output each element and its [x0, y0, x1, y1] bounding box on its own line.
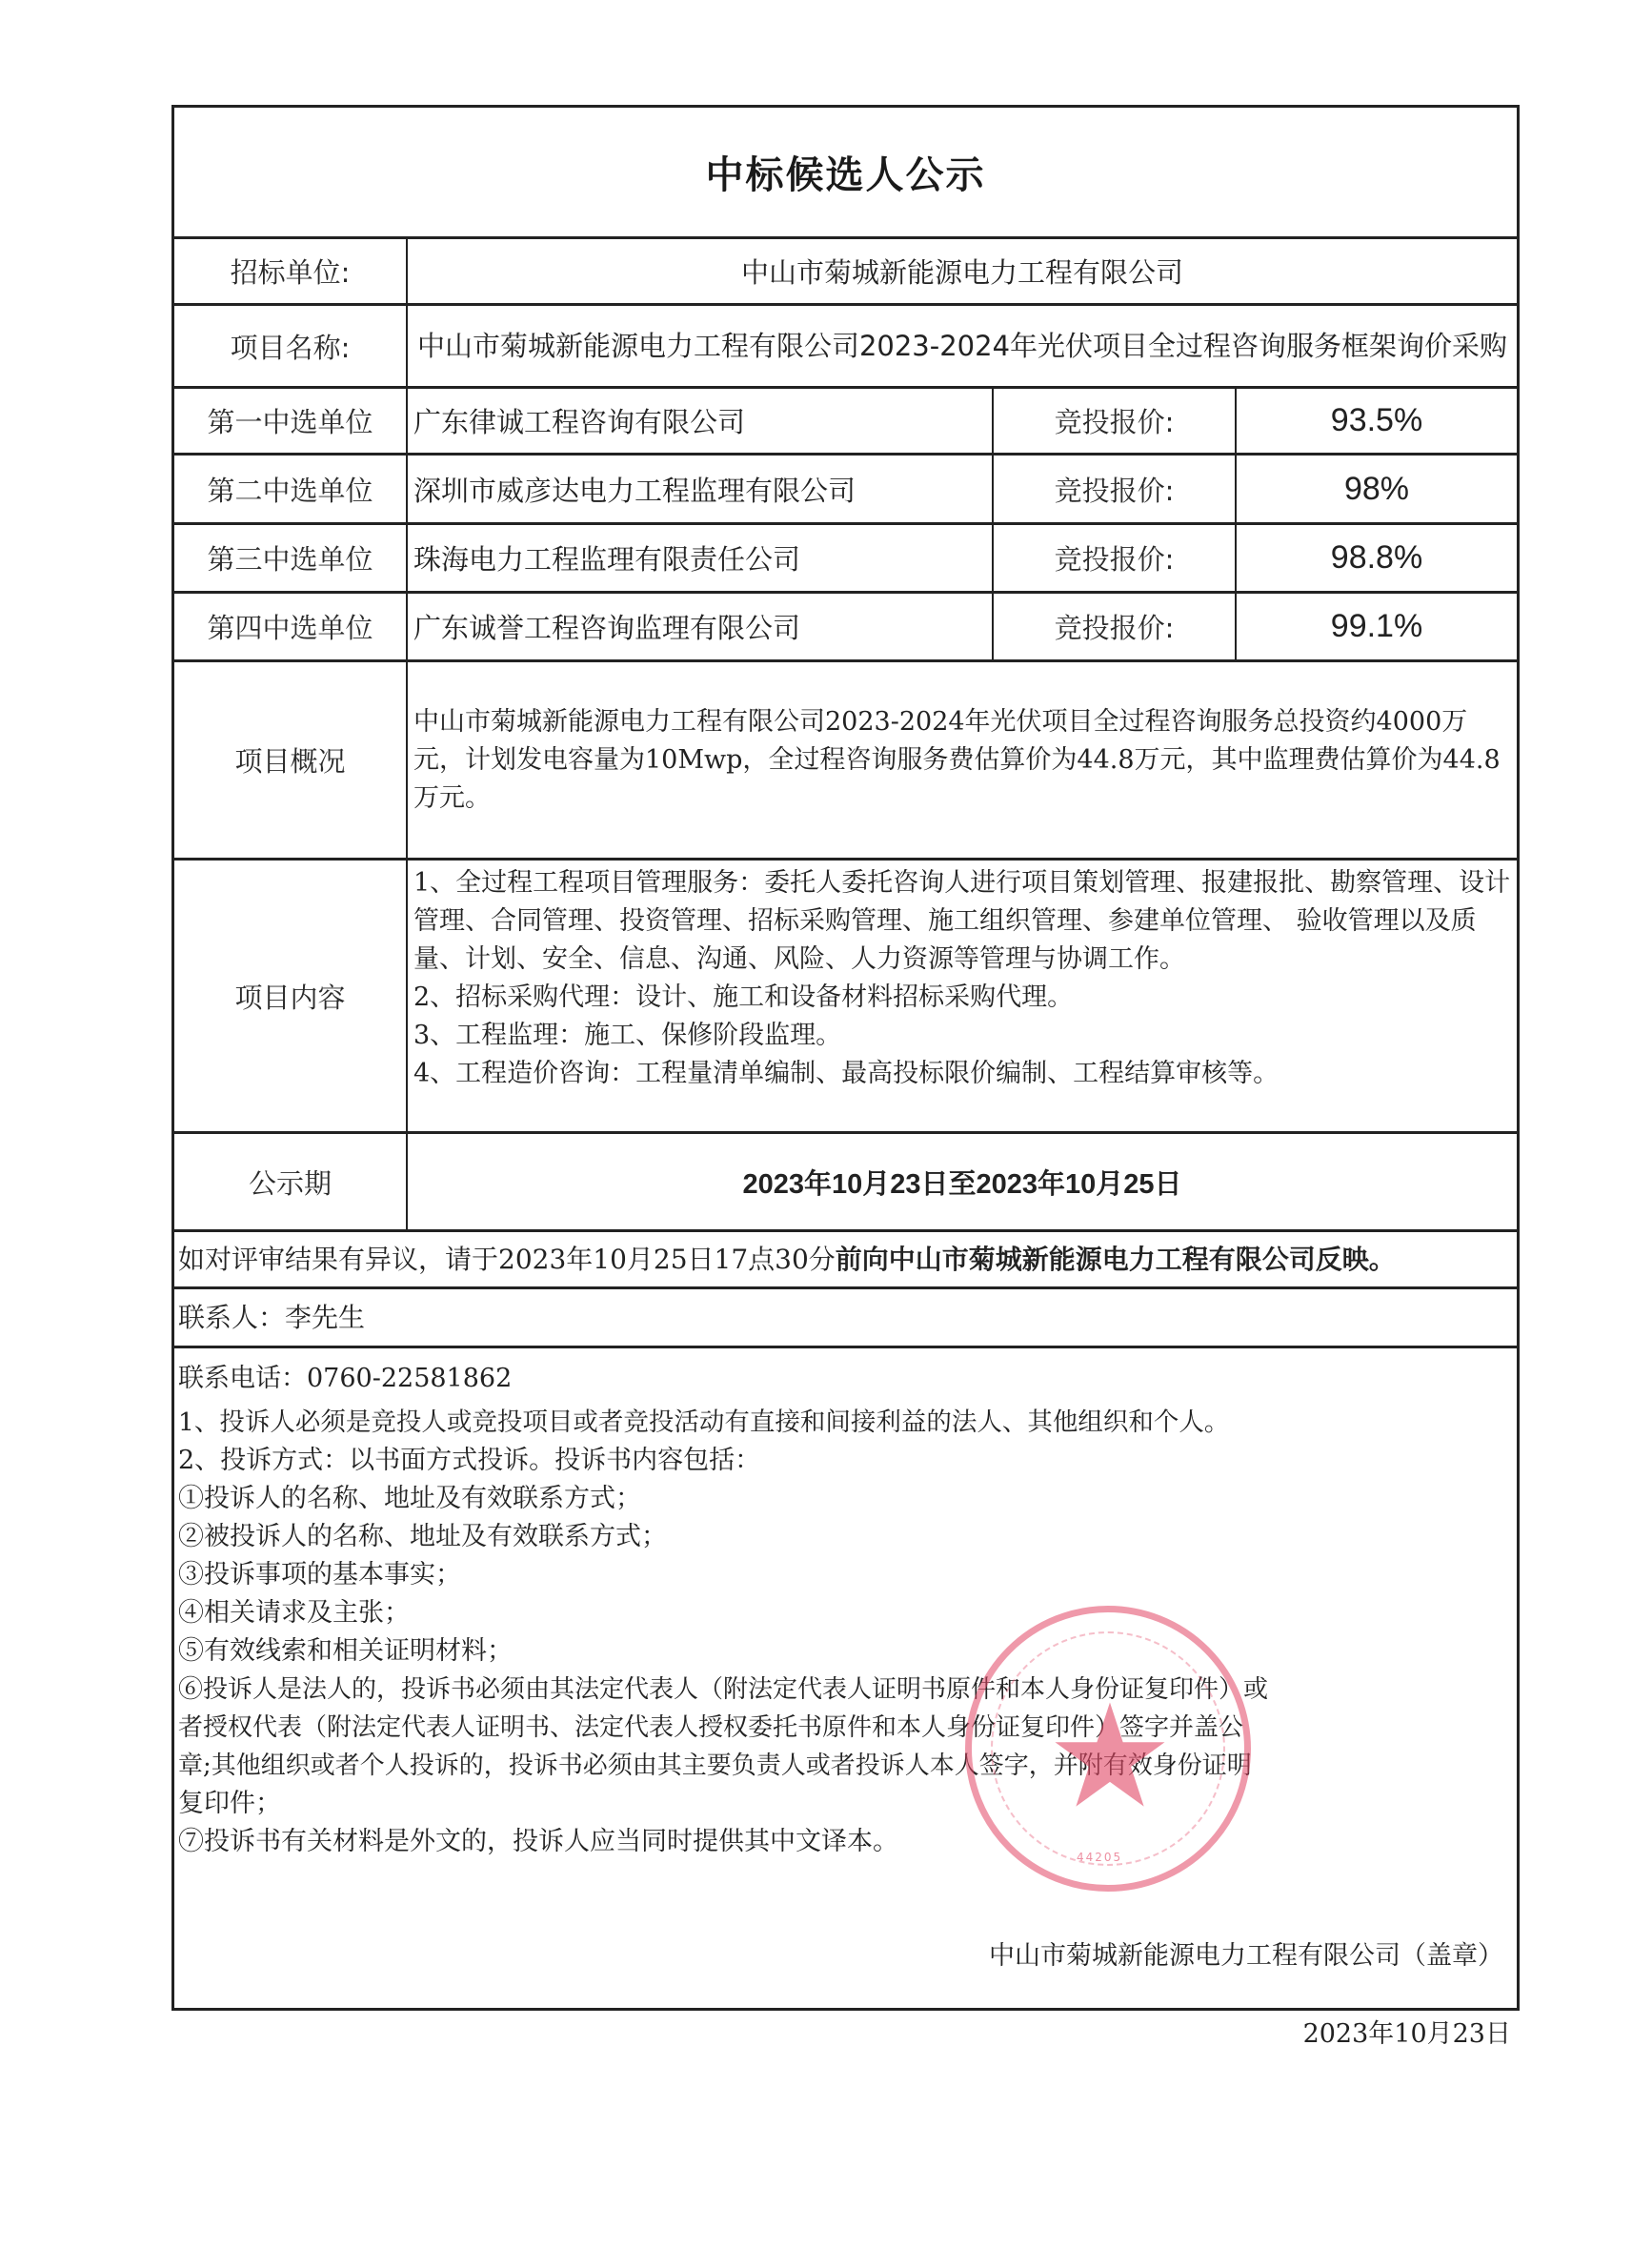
objection-row — [174, 1232, 1517, 1289]
bidder-rank-text: 第一中选单位 — [207, 406, 373, 438]
bidder-price-label-text: 竞投报价: — [1054, 612, 1175, 644]
complaint-item: ⑥投诉人是法人的，投诉书必须由其法定代表人（附法定代表人证明书原件和本人身份证复印件）或 — [178, 1675, 1269, 1704]
bidder-price-label — [994, 594, 1237, 659]
complaint-section — [174, 1348, 1517, 2049]
bidder-rank-text: 第三中选单位 — [207, 543, 373, 576]
content-item: 4、工程造价咨询：工程量清单编制、最高投标限价编制、工程结算审核等。 — [413, 1059, 1279, 1088]
complaint-item: 1、投诉人必须是竞投人或竞投项目或者竞投活动有直接和间接利益的法人、其他组织和个人。 — [178, 1407, 1230, 1437]
bidder-price-text: 93.5% — [1330, 402, 1423, 438]
overview-text — [408, 662, 1517, 858]
bidder-rank — [174, 389, 408, 453]
bidder-price-text: 98.8% — [1330, 539, 1423, 576]
contact-person-text: 联系人：李先生 — [178, 1301, 366, 1333]
bidder-rank-text: 第二中选单位 — [207, 474, 373, 507]
bidder-price — [1237, 389, 1517, 453]
title-row — [174, 108, 1517, 239]
title-cell — [174, 108, 1517, 236]
sign-date: 2023年10月23日 — [1302, 2019, 1511, 2049]
overview-text-content: 中山市菊城新能源电力工程有限公司2023-2024年光伏项目全过程咨询服务总投资约4000万元，计划发电容量为10Mwp，全过程咨询服务费估算价为44.8万元，其中监理费估算价为44.8万元。 — [413, 706, 1501, 813]
tenderer-label — [174, 239, 408, 303]
bidder-price — [1237, 456, 1517, 522]
content-item: 3、工程监理：施工、保修阶段监理。 — [413, 1021, 842, 1050]
bidder-row-4 — [174, 594, 1517, 662]
period-value-text: 2023年10月23日至2023年10月25日 — [742, 1168, 1182, 1200]
seal-code: 44205 — [1077, 1851, 1123, 1864]
period-row — [174, 1134, 1517, 1232]
bidder-price — [1237, 525, 1517, 591]
complaint-item: 2、投诉方式：以书面方式投诉。投诉书内容包括： — [178, 1446, 761, 1475]
period-value — [408, 1134, 1517, 1229]
content-item: 2、招标采购代理：设计、施工和设备材料招标采购代理。 — [413, 982, 1074, 1012]
period-label — [174, 1134, 408, 1229]
bidder-row-1 — [174, 389, 1517, 456]
bidder-company — [408, 389, 994, 453]
complaint-item: ③投诉事项的基本事实； — [178, 1560, 461, 1590]
overview-label — [174, 662, 408, 858]
content-item: 1、全过程工程项目管理服务：委托人委托咨询人进行项目策划管理、报建报批、勘察管理、设计管理、合同管理、投资管理、招标采购管理、施工组织管理、参建单位管理、 验收管理以及质量、计划、安全、信息、沟通、风险、人力资源等管理与协调工作。 — [413, 868, 1511, 974]
overview-label-text: 项目概况 — [234, 745, 346, 778]
bidder-rank — [174, 456, 408, 522]
bidder-price-label — [994, 389, 1237, 453]
bidder-company-text: 广东律诚工程咨询有限公司 — [413, 406, 746, 438]
bidder-rank — [174, 594, 408, 659]
bidder-price-label-text: 竞投报价: — [1054, 474, 1175, 507]
bidder-price — [1237, 594, 1517, 659]
bidder-row-2 — [174, 456, 1517, 525]
complaint-item: 复印件； — [178, 1789, 281, 1818]
star-icon: ★ — [1045, 1674, 1175, 1840]
bidder-company — [408, 456, 994, 522]
tenderer-value — [408, 239, 1517, 303]
project-name-label — [174, 306, 408, 386]
objection-prefix: 如对评审结果有异议，请于2023年10月25日17点30分 — [178, 1243, 836, 1275]
content-label — [174, 861, 408, 1131]
complaint-item: 章;其他组织或者个人投诉的，投诉书必须由其主要负责人或者投诉人本人签字，并附有效身份证明 — [178, 1752, 1252, 1780]
bidder-price-text: 98% — [1343, 470, 1410, 507]
project-name-value — [408, 306, 1517, 386]
bidder-price-label — [994, 456, 1237, 522]
tenderer-label-text: 招标单位: — [230, 256, 351, 289]
period-label-text: 公示期 — [248, 1166, 332, 1200]
contact-phone: 联系电话：0760-22581862 — [178, 1364, 513, 1393]
objection-text — [174, 1232, 1517, 1286]
content-row — [174, 861, 1517, 1134]
bidder-company-text: 广东诚誉工程咨询监理有限公司 — [413, 612, 801, 644]
bidder-price-label-text: 竞投报价: — [1054, 543, 1175, 576]
content-list — [408, 861, 1517, 1131]
complaint-item: ②被投诉人的名称、地址及有效联系方式； — [178, 1522, 667, 1551]
objection-suffix: 前向中山市菊城新能源电力工程有限公司反映。 — [835, 1243, 1396, 1275]
complaint-item: ⑦投诉书有关材料是外文的，投诉人应当同时提供其中文译本。 — [178, 1827, 898, 1856]
complaint-item: ⑤有效线索和相关证明材料； — [178, 1636, 513, 1666]
project-name-value-text: 中山市菊城新能源电力工程有限公司2023-2024年光伏项目全过程咨询服务框架询价采购 — [416, 330, 1508, 362]
bidder-rank-text: 第四中选单位 — [207, 612, 373, 644]
bidder-price-label — [994, 525, 1237, 591]
bidder-price-label-text: 竞投报价: — [1054, 406, 1175, 438]
bidder-company — [408, 525, 994, 591]
page-title: 中标候选人公示 — [705, 153, 986, 197]
contact-person — [174, 1289, 1517, 1346]
bidder-price-text: 99.1% — [1330, 608, 1423, 644]
complaint-item: 者授权代表（附法定代表人证明书、法定代表人授权委托书原件和本人身份证复印件）签字并盖公 — [178, 1713, 1244, 1742]
tenderer-value-text: 中山市菊城新能源电力工程有限公司 — [740, 256, 1183, 289]
bidder-company — [408, 594, 994, 659]
content-label-text: 项目内容 — [234, 981, 346, 1014]
notice-table — [171, 105, 1520, 2049]
complaint-item: ④相关请求及主张； — [178, 1598, 410, 1628]
contact-person-row — [174, 1289, 1517, 1348]
bidder-rank — [174, 525, 408, 591]
project-name-row — [174, 306, 1517, 389]
bidder-company-text: 深圳市威彦达电力工程监理有限公司 — [413, 474, 856, 507]
overview-row — [174, 662, 1517, 861]
tenderer-row — [174, 239, 1517, 306]
bidder-company-text: 珠海电力工程监理有限责任公司 — [413, 543, 801, 576]
project-name-label-text: 项目名称: — [230, 331, 351, 364]
signature: 中山市菊城新能源电力工程有限公司（盖章） — [989, 1941, 1503, 1971]
complaint-item: ①投诉人的名称、地址及有效联系方式； — [178, 1484, 641, 1513]
bidder-row-3 — [174, 525, 1517, 594]
